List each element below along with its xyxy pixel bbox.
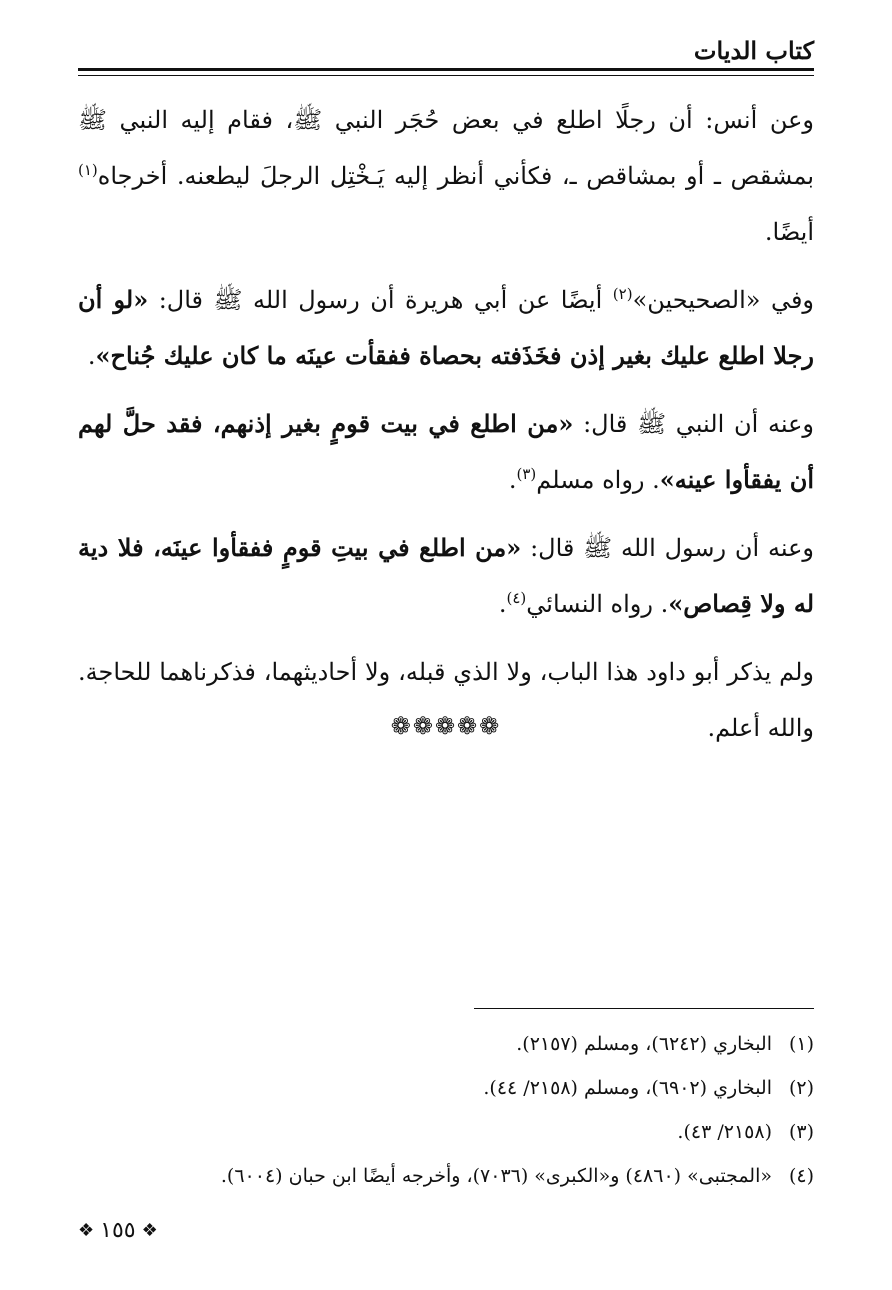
- running-header: كتاب الديات: [693, 36, 814, 65]
- paragraph-1: [78, 92, 814, 260]
- footnote-2: [78, 1066, 814, 1110]
- header-rule-thin: [78, 75, 814, 76]
- page-number-text: ١٥٥: [100, 1218, 136, 1243]
- footnote-number: (٢): [788, 1077, 814, 1099]
- footnote-ref: (١): [78, 161, 98, 179]
- paragraph-2: [78, 272, 814, 384]
- footnote-separator: [474, 1008, 814, 1009]
- footnote-text: البخاري (٦٢٤٢)، ومسلم (٢١٥٧).: [516, 1033, 772, 1055]
- hadith-quote: «من اطلع في بيتِ قومٍ ففقأوا عينَه، فلا دية له ولا قِصاص»: [78, 533, 814, 618]
- paragraph-text: . رواه مسلم: [536, 466, 660, 494]
- footnote-ref: (٣): [516, 465, 537, 483]
- footnote-text: «المجتبى» (٤٨٦٠) و«الكبرى» (٧٠٣٦)، وأخرجه أيضًا ابن حبان (٦٠٠٤).: [220, 1165, 772, 1187]
- paragraph-text: .: [498, 590, 507, 618]
- hadith-quote: «من اطلع في بيت قومٍ بغير إذنهم، فقد حلَّ لهم أن يفقأوا عينه»: [78, 409, 814, 494]
- paragraph-text: وعنه أن رسول الله ﷺ قال:: [521, 534, 815, 562]
- paragraph-text: أيضًا عن أبي هريرة أن رسول الله ﷺ قال:: [148, 286, 613, 314]
- page-number: [78, 1218, 158, 1243]
- folio-ornament-icon: ❖: [78, 1220, 95, 1241]
- paragraph-text: . رواه النسائي: [526, 590, 669, 618]
- footnote-4: [78, 1154, 814, 1198]
- footnote-1: [78, 1022, 814, 1066]
- paragraph-4: [78, 520, 814, 632]
- header-rule-thick: [78, 68, 814, 71]
- paragraph-text: .: [508, 466, 517, 494]
- section-ornament-icon: ❁❁❁❁❁: [390, 712, 502, 740]
- paragraph-text: أيضًا.: [764, 218, 814, 246]
- paragraph-text: وفي «الصحيحين»: [632, 286, 815, 314]
- paragraph-3: [78, 396, 814, 508]
- footnote-ref: (٤): [506, 589, 527, 607]
- footnote-ref: (٢): [612, 285, 633, 303]
- footnote-text: البخاري (٦٩٠٢)، ومسلم (٢١٥٨/ ٤٤).: [483, 1077, 772, 1099]
- footnote-3: [78, 1110, 814, 1154]
- paragraph-text: ولم يذكر أبو داود هذا الباب، ولا الذي قبله، ولا أحاديثهما، فذكرناهما للحاجة. والله أعلم.: [78, 658, 814, 742]
- hadith-quote: «لو أن رجلا اطلع عليك بغير إذن فخَذَفته بحصاة ففقأت عينَه ما كان عليك جُناح»: [78, 285, 814, 370]
- main-text: [78, 92, 814, 768]
- footnote-text: (٢١٥٨/ ٤٣).: [677, 1121, 772, 1143]
- paragraph-text: وعن أنس: أن رجلًا اطلع في بعض حُجَر النبي ﷺ، فقام إليه النبي ﷺ بمشقص ـ أو بمشاقص ـ، فكأني أنظر إليه يَـخْتِل الرجلَ ليطعنه. أخرجاه: [78, 106, 814, 190]
- footnote-number: (٤): [788, 1165, 814, 1187]
- footnote-number: (١): [788, 1033, 814, 1055]
- footnote-number: (٣): [788, 1121, 814, 1143]
- footnotes: [78, 1022, 814, 1198]
- folio-ornament-icon: ❖: [141, 1220, 158, 1241]
- paragraph-text: وعنه أن النبي ﷺ قال:: [573, 410, 815, 438]
- paragraph-text: .: [87, 342, 96, 370]
